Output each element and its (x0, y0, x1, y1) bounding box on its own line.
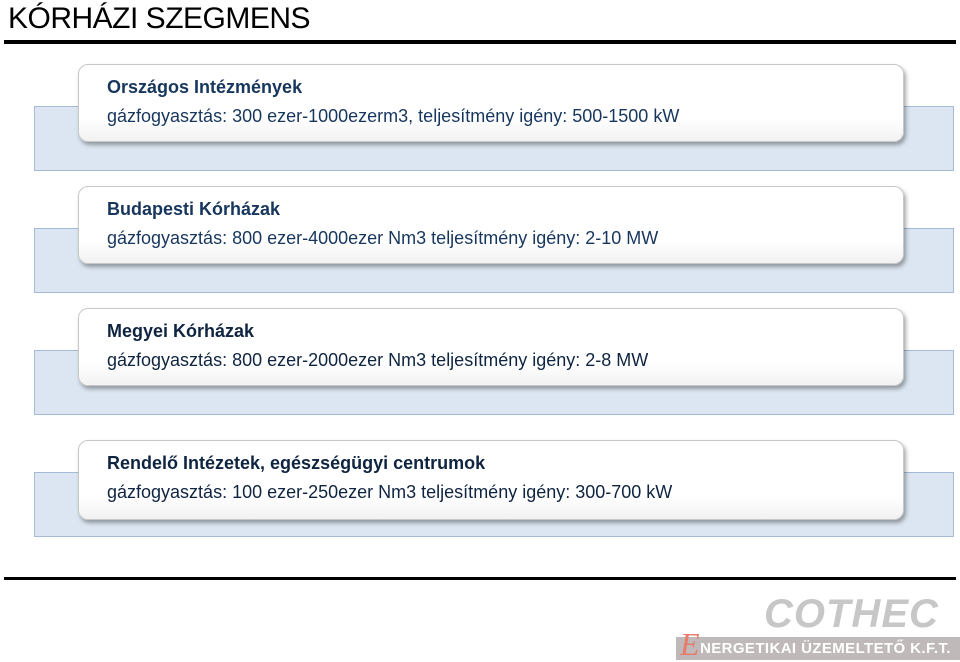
top-divider (4, 40, 956, 44)
segment-detail: gázfogyasztás: 100 ezer-250ezer Nm3 teljesítmény igény: 300-700 kW (107, 482, 673, 502)
logo-initial: E (680, 626, 700, 662)
segment-card-4 (78, 440, 904, 520)
segment-card-1 (78, 64, 904, 142)
page-title: KÓRHÁZI SZEGMENS (8, 2, 311, 35)
segment-heading: Budapesti Kórházak (107, 199, 281, 219)
segment-card-3 (78, 308, 904, 386)
segment-detail: gázfogyasztás: 300 ezer-1000ezerm3, teljesítmény igény: 500-1500 kW (107, 106, 680, 126)
logo-tagline: NERGETIKAI ÜZEMELTETŐ K.F.T. (700, 640, 951, 657)
segment-heading: Országos Intézmények (107, 77, 303, 97)
segment-detail: gázfogyasztás: 800 ezer-2000ezer Nm3 teljesítmény igény: 2-8 MW (107, 350, 649, 370)
segment-detail: gázfogyasztás: 800 ezer-4000ezer Nm3 teljesítmény igény: 2-10 MW (107, 228, 659, 248)
segment-card-2 (78, 186, 904, 264)
segment-heading: Rendelő Intézetek, egészségügyi centrumok (107, 453, 486, 473)
segment-heading: Megyei Kórházak (107, 321, 255, 341)
cothec-logo-wordmark: COTHEC (764, 592, 939, 636)
bottom-divider (4, 577, 956, 580)
